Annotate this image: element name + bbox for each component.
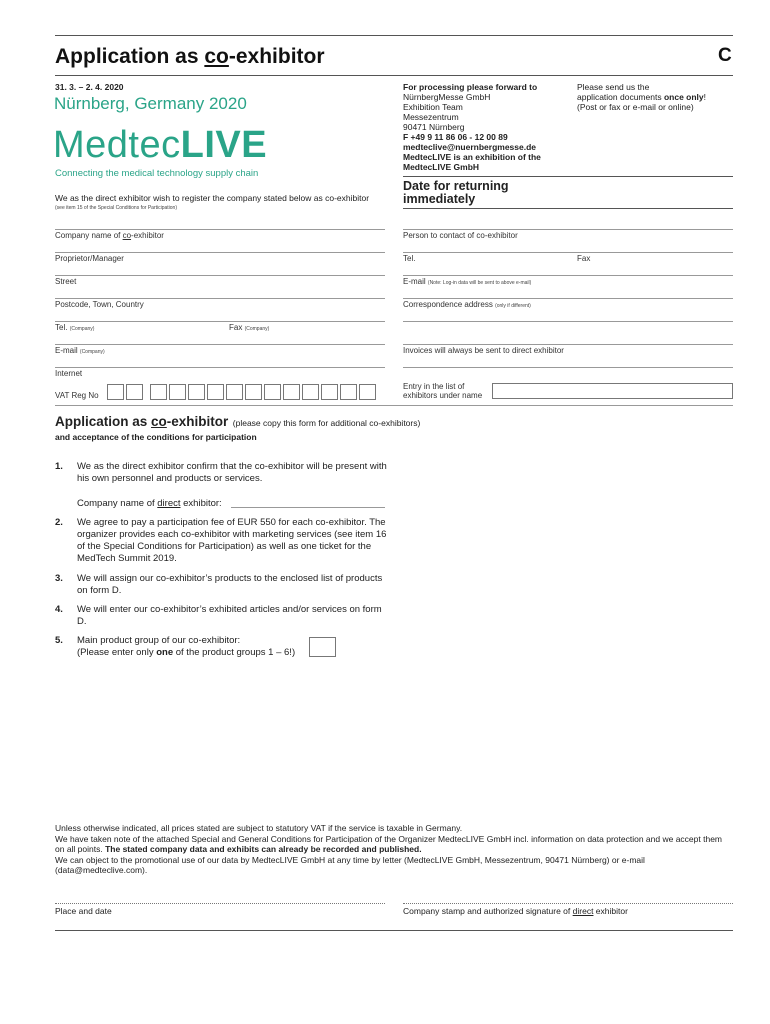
street-field[interactable]: Street (55, 277, 77, 286)
header-rule (55, 75, 733, 76)
signature-input[interactable] (403, 903, 733, 904)
vat-box[interactable] (150, 384, 167, 400)
fields-bottom-rule (55, 405, 733, 406)
left-rule-1 (55, 252, 385, 253)
right-rule-3 (403, 298, 733, 299)
vat-box[interactable] (321, 384, 338, 400)
intro-text: We as the direct exhibitor wish to register the company stated below as co-exhibitor (55, 193, 370, 203)
vat-box[interactable] (207, 384, 224, 400)
right-rule-1 (403, 252, 733, 253)
vat-box[interactable] (283, 384, 300, 400)
company-name-field[interactable]: Company name of co-exhibitor (55, 231, 164, 240)
product-group-input[interactable] (309, 637, 336, 657)
contact-email-field[interactable]: E-mail (Note: Log-in data will be sent to above e-mail) (403, 277, 532, 286)
contact-tel-field[interactable]: Tel. (403, 254, 416, 263)
direct-exhibitor-label: Company name of direct exhibitor: (77, 498, 222, 509)
postcode-field[interactable]: Postcode, Town, Country (55, 300, 144, 309)
item-text: We will assign our co-exhibitor’s products to the enclosed list of products on form D. (77, 573, 383, 596)
vat-box[interactable] (107, 384, 124, 400)
vat-label: VAT Reg No (55, 391, 99, 400)
place-date-input[interactable] (55, 903, 385, 904)
place-date-label: Place and date (55, 906, 112, 916)
tel-field[interactable]: Tel. (Company) (55, 323, 95, 332)
bottom-rule (55, 930, 733, 931)
left-rule-5 (55, 344, 385, 345)
left-rule-3 (55, 298, 385, 299)
internet-field[interactable]: Internet (55, 369, 83, 378)
left-rule-6 (55, 367, 385, 368)
event-location: Nürnberg, Germany 2020 (54, 94, 247, 113)
manager-field[interactable]: Proprietor/Manager (55, 254, 124, 263)
section2-title: Application as co-exhibitor (please copy this form for additional co-exhibitors) (55, 414, 421, 429)
item-number: 2. (55, 517, 63, 528)
medteclive-logo: MedtecLIVE (53, 124, 268, 166)
right-rule-5 (403, 344, 733, 345)
vat-box[interactable] (264, 384, 281, 400)
entry-list-label: Entry in the list of exhibitors under name (403, 382, 483, 400)
page-title: Application as co-exhibitor (55, 45, 325, 68)
vat-box[interactable] (188, 384, 205, 400)
form-letter: C (718, 45, 732, 66)
vat-box[interactable] (169, 384, 186, 400)
vat-box[interactable] (245, 384, 262, 400)
invoices-note: Invoices will always be sent to direct exhibitor (403, 346, 564, 355)
correspondence-field[interactable]: Correspondence address (only if different) (403, 300, 531, 309)
section2-subtitle: and acceptance of the conditions for participation (55, 432, 257, 442)
signature-label: Company stamp and authorized signature of direct exhibitor (403, 906, 628, 916)
item-number: 3. (55, 573, 63, 584)
item-text: We will enter our co-exhibitor’s exhibited articles and/or services on form D. (77, 604, 382, 627)
left-rule-4 (55, 321, 385, 322)
send-note: Please send us the application documents once only! (Post or fax or e-mail or online) (577, 82, 707, 112)
right-rule-6 (403, 367, 733, 368)
vat-box[interactable] (359, 384, 376, 400)
item-text: Main product group of our co-exhibitor: (Please enter only one of the product groups 1 – 6!) (77, 635, 296, 658)
vat-box[interactable] (226, 384, 243, 400)
processing-address: For processing please forward to NürnbergMesse GmbH Exhibition Team Messezentrum 90471 Nürnberg F +49 9 11 86 06 - 12 00 89 medteclive@nuernbergmesse.de MedtecLIVE is an exhibition of the MedtecLIVE GmbH (403, 82, 541, 172)
vat-box[interactable] (340, 384, 357, 400)
item-number: 1. (55, 461, 63, 472)
intro-subtext: (see item 15 of the Special Conditions for Participation) (55, 205, 178, 211)
contact-fax-field[interactable]: Fax (577, 254, 591, 263)
direct-exhibitor-input[interactable] (231, 507, 385, 508)
top-rule (55, 35, 733, 36)
vat-box[interactable] (302, 384, 319, 400)
left-rule-0 (55, 229, 385, 230)
item-text: We agree to pay a participation fee of EUR 550 for each co-exhibitor. The organizer provides each co-exhibitor with marketing services (see item 16 of the Special Conditions for Participation) as well as one ticket for the MedTech Summit 2019. (77, 517, 387, 564)
right-rule-4 (403, 321, 733, 322)
footer-terms: Unless otherwise indicated, all prices stated are subject to statutory VAT if the service is taxable in Germany. We have taken note of the attached Special and General Conditions for Participation of the Organizer MedtecLIVE GmbH incl. information on data protection and we accept them on all points. The stated company data and exhibits can already be recorded and published. We can object to the promotional use of our data by MedtecLIVE GmbH at any time by letter (MedtecLIVE GmbH, Messezentrum, 90471 Nürnberg) or e-mail (data@medteclive.com). (55, 823, 723, 875)
return-rule (403, 176, 733, 177)
right-rule-2 (403, 275, 733, 276)
entry-name-input[interactable] (492, 383, 733, 399)
logo-tagline: Connecting the medical technology supply chain (55, 168, 259, 179)
item-text: We as the direct exhibitor confirm that the co-exhibitor will be present with his own personnel and products or services. (77, 461, 387, 484)
return-rule-bottom (403, 208, 733, 209)
vat-box[interactable] (126, 384, 143, 400)
fax-field[interactable]: Fax (Company) (229, 323, 270, 332)
email-field[interactable]: E-mail (Company) (55, 346, 105, 355)
item-number: 5. (55, 635, 63, 646)
contact-person-field[interactable]: Person to contact of co-exhibitor (403, 231, 518, 240)
left-rule-2 (55, 275, 385, 276)
return-date: Date for returning immediately (403, 179, 509, 206)
event-dates: 31. 3. – 2. 4. 2020 (55, 82, 124, 92)
right-rule-0 (403, 229, 733, 230)
item-number: 4. (55, 604, 63, 615)
